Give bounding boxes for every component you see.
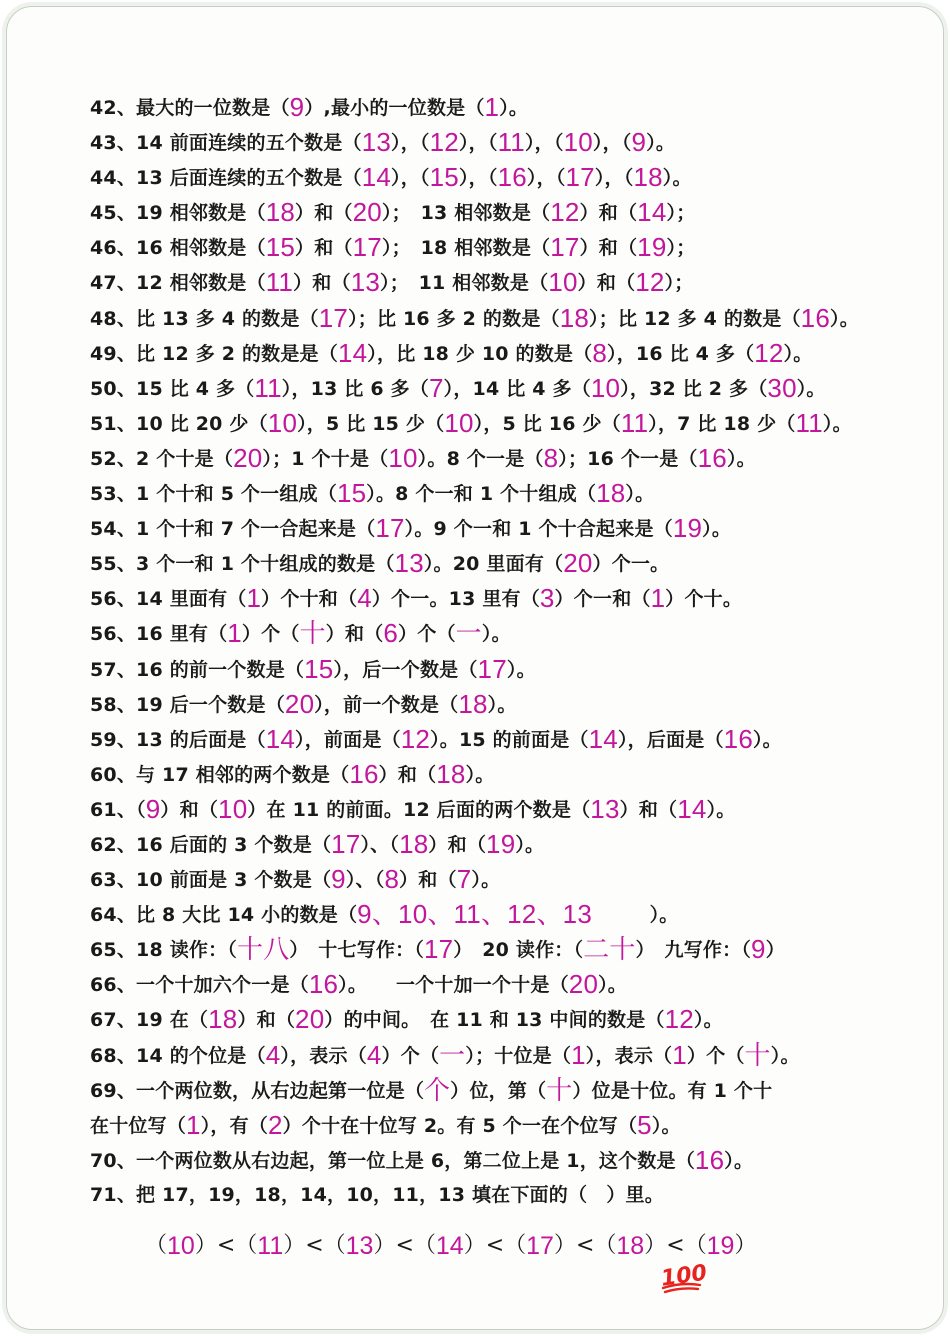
question-text: ）；16 个一是（ — [558, 447, 698, 470]
question-text: ）。 — [499, 97, 529, 119]
question-text: ）。 — [702, 518, 732, 541]
question-text: ）和（ — [579, 237, 638, 260]
answer: 12 — [429, 127, 459, 158]
question-text: ），14 比 4 多（ — [443, 377, 591, 400]
answer: 1 — [246, 583, 262, 614]
answer: 14 — [588, 723, 618, 754]
question-text: ）。 — [625, 483, 655, 506]
question-47 — [90, 265, 890, 300]
answer: 10 — [167, 1232, 195, 1260]
answer: 17 — [375, 513, 405, 544]
answer: 16 — [349, 758, 379, 789]
answer: 8 — [384, 864, 400, 895]
question-text: ），表示（ — [280, 1044, 367, 1067]
answer: 14 — [637, 197, 667, 228]
question-text: ）、（ — [345, 869, 385, 892]
answer: 9 — [331, 864, 346, 895]
answer: 13 — [350, 267, 381, 298]
answer: 17 — [565, 162, 595, 193]
question-text: ）。 — [515, 833, 545, 856]
question-text: ）。 — [662, 167, 692, 190]
question-text: ）。 — [646, 132, 676, 155]
answer: 12 — [550, 197, 580, 228]
question-text: （ — [145, 1233, 168, 1258]
answer: 19 — [637, 232, 667, 263]
question-text: 59、13 的后面是（ — [90, 728, 266, 751]
answer: 十 — [744, 1039, 771, 1070]
question-text: ）； — [666, 202, 696, 225]
answer: 10 — [563, 127, 593, 158]
question-text: ）。 — [465, 763, 495, 786]
question-text: ）<（ — [194, 1233, 258, 1258]
question-text: ）个一。13 里有（ — [371, 588, 540, 611]
answer: 17 — [477, 653, 507, 684]
question-text: ）。8 个一是（ — [417, 447, 544, 470]
answer: 16 — [694, 1144, 725, 1175]
question-42 — [90, 90, 890, 125]
answer: 1 — [227, 618, 242, 649]
answer: 1 — [650, 583, 666, 614]
question-text: ）； — [666, 237, 696, 260]
answer: 16 — [723, 723, 753, 754]
question-text: 48、比 13 多 4 的数是（ — [90, 307, 319, 330]
question-text: 56、16 里有（ — [90, 623, 228, 646]
answer: 12 — [754, 337, 784, 368]
question-54 — [90, 511, 890, 546]
question-text: ）； 18 相邻数是（ — [381, 237, 551, 260]
question-text: ），32 比 2 多（ — [620, 377, 768, 400]
question-text: ）。 — [752, 728, 782, 751]
answer: 20 — [563, 548, 593, 579]
answer: 18 — [633, 162, 663, 193]
question-68 — [90, 1038, 890, 1073]
question-text: 60、与 17 相邻的两个数是（ — [90, 763, 350, 786]
question-text: ）。 — [651, 1114, 681, 1137]
answer: 1 — [484, 92, 500, 122]
question-text: ）。 — [706, 798, 736, 821]
question-text: ），表示（ — [585, 1044, 673, 1067]
question-51 — [90, 406, 890, 441]
question-text: ）；1 个十是（ — [262, 447, 389, 470]
question-64 — [90, 897, 890, 932]
question-67 — [90, 1002, 890, 1037]
hundred-points-icon — [659, 1258, 709, 1294]
question-text: ）。9 个一和 1 个十合起来是（ — [404, 518, 673, 541]
question-text: ）和（ — [237, 1009, 296, 1032]
answer: 13 — [345, 1232, 374, 1260]
answer: 5 — [637, 1109, 652, 1140]
answer: 7 — [428, 372, 444, 403]
question-text: ）。 — [481, 623, 511, 646]
question-text: ）。 — [724, 1149, 754, 1172]
question-text: ）和（ — [399, 869, 457, 892]
question-text: ），5 比 15 少（ — [297, 412, 445, 435]
question-text: ）。 — [822, 412, 852, 435]
question-52 — [90, 441, 890, 476]
question-text: 52、2 个十是（ — [90, 447, 234, 470]
question-69a — [90, 1073, 890, 1108]
answer: 30 — [767, 372, 797, 403]
question-text: ）<（ — [463, 1233, 527, 1258]
answer: 15 — [265, 232, 296, 263]
question-text: ）在 11 的前面。12 后面的两个数是（ — [247, 798, 591, 821]
question-text: ）和（ — [619, 798, 678, 821]
question-text: ）个（ — [686, 1044, 745, 1067]
answer: 1 — [571, 1039, 586, 1070]
question-text: 70、一个两位数从右边起，第一位上是 6，第二位上是 1，这个数是（ — [90, 1149, 695, 1172]
answer: 14 — [435, 1232, 464, 1260]
question-text: ），（ — [391, 167, 430, 190]
question-60 — [90, 757, 890, 792]
question-text: ）和（ — [577, 272, 636, 295]
answer: 9 — [145, 793, 161, 824]
question-text: ） 20 读作：（ — [453, 939, 584, 962]
question-text: 在十位写（ — [90, 1114, 187, 1137]
answer: 10 — [218, 793, 248, 824]
answer: 十 — [546, 1074, 573, 1105]
answer: 20 — [233, 442, 263, 473]
question-50 — [90, 371, 890, 406]
answer: 11 — [254, 372, 282, 403]
answer: 19 — [486, 828, 516, 859]
question-69b — [90, 1108, 890, 1143]
question-text: ）和（ — [428, 833, 487, 856]
answer: 20 — [295, 1004, 325, 1035]
question-text: 54、1 个十和 7 个一合起来是（ — [90, 518, 376, 541]
answer: 10 — [444, 407, 474, 438]
question-text: ）。8 个一和 1 个十组成（ — [366, 483, 597, 506]
question-text: ）。 — [770, 1044, 800, 1067]
question-text: 51、10 比 20 少（ — [90, 412, 268, 435]
question-text: 47、12 相邻数是（ — [90, 272, 266, 295]
question-text: ）和（ — [579, 202, 638, 225]
question-text: ），（ — [391, 132, 430, 155]
answer: 10 — [548, 267, 578, 298]
question-text: ） — [765, 939, 785, 962]
question-text: ），（ — [592, 132, 632, 155]
answer: 十八 — [237, 934, 290, 965]
question-text: 71、把 17，19，18，14，10，11，13 填在下面的（ ）里。 — [90, 1183, 664, 1206]
question-text: 57、16 的前一个数是（ — [90, 658, 305, 681]
question-text: ）。 — [830, 307, 859, 330]
answer: 7 — [456, 864, 472, 895]
question-55 — [90, 546, 890, 581]
question-text: 55、3 个一和 1 个十组成的数是（ — [90, 553, 395, 576]
question-text: 66、一个十加六个一是（ — [90, 974, 309, 997]
question-text: ）； 11 相邻数是（ — [380, 272, 549, 295]
question-58 — [90, 687, 890, 722]
question-text: ）,最小的一位数是（ — [304, 97, 485, 119]
question-70 — [90, 1143, 890, 1178]
question-text: ），后面是（ — [617, 728, 724, 751]
question-text: 53、1 个十和 5 个一组成（ — [90, 483, 337, 506]
question-text: 69、一个两位数，从右边起第一位是（ — [90, 1079, 425, 1102]
answer: 18 — [265, 197, 296, 228]
question-text: 65、18 读作：（ — [90, 939, 237, 962]
question-text: ） — [734, 1233, 757, 1258]
question-text: 56、14 里面有（ — [90, 588, 247, 611]
question-text: 61、（ — [90, 798, 146, 821]
question-text: ）。 — [783, 342, 813, 365]
answer: 个 — [424, 1074, 451, 1105]
answer: 14 — [265, 723, 296, 754]
question-text: 58、19 后一个数是（ — [90, 693, 285, 716]
answer: 16 — [697, 442, 727, 473]
answer: 18 — [436, 758, 466, 789]
answer: 12 — [664, 1004, 694, 1035]
question-text: ）； — [664, 272, 694, 295]
question-text: ），16 比 4 多（ — [607, 342, 755, 365]
question-text: ）和（ — [325, 623, 384, 646]
question-text: ）。15 的前面是（ — [430, 728, 589, 751]
question-text: ）。20 里面有（ — [423, 553, 564, 576]
answer: 9、10、11、12、13 — [357, 899, 592, 930]
answer: 20 — [568, 969, 599, 1000]
answer: 8 — [592, 337, 608, 368]
answer: 17 — [424, 934, 454, 965]
question-48 — [90, 301, 890, 336]
question-62 — [90, 827, 890, 862]
answer: 4 — [366, 1039, 382, 1070]
answer: 2 — [268, 1109, 283, 1140]
question-44 — [90, 160, 890, 195]
answer: 17 — [331, 828, 361, 859]
answer: 6 — [383, 618, 399, 649]
question-text: ）和（ — [295, 237, 353, 260]
question-text: ）和（ — [293, 272, 351, 295]
question-66 — [90, 967, 890, 1002]
answer: 18 — [596, 478, 626, 509]
answer: 4 — [357, 583, 372, 614]
answer: 4 — [265, 1039, 281, 1070]
answer: 15 — [336, 478, 367, 509]
question-text: ），前一个数是（ — [314, 693, 459, 716]
answer: 13 — [361, 127, 392, 158]
question-text: 44、13 后面连续的五个数是（ — [90, 167, 362, 190]
answer: 15 — [304, 653, 334, 684]
question-text: ），后一个数是（ — [333, 658, 478, 681]
question-text: ）和（ — [378, 763, 437, 786]
question-text: ）；十位是（ — [465, 1044, 572, 1067]
answer: 17 — [526, 1232, 554, 1260]
answer: 9 — [631, 127, 647, 158]
question-text: ）个（ — [241, 623, 300, 646]
answer: 14 — [337, 337, 368, 368]
question-text: ），7 比 18 少（ — [648, 412, 796, 435]
answer: 19 — [706, 1232, 735, 1260]
answer: 11 — [620, 407, 649, 438]
answer: 一 — [439, 1039, 466, 1070]
question-text: 64、比 8 大比 14 小的数是（ — [90, 904, 358, 927]
question-text: ）<（ — [553, 1233, 617, 1258]
answer: 10 — [590, 372, 621, 403]
answer: 10 — [267, 407, 298, 438]
question-63 — [90, 862, 890, 897]
answer: 十 — [299, 618, 326, 649]
answer: 16 — [497, 162, 527, 193]
question-text: ）个十在十位写 2。有 5 个一在个位写（ — [282, 1114, 638, 1137]
question-61 — [90, 792, 890, 827]
answer: 19 — [672, 513, 703, 544]
answer: 11 — [265, 267, 294, 298]
question-text: ）。 — [506, 658, 536, 681]
question-text: ），前面是（ — [295, 728, 401, 751]
question-45 — [90, 195, 890, 230]
question-text: 50、15 比 4 多（ — [90, 377, 255, 400]
question-text: ），（ — [526, 167, 566, 190]
answer: 1 — [186, 1109, 201, 1140]
question-text: ）和（ — [160, 798, 219, 821]
answer: 20 — [284, 688, 315, 719]
question-text: ）； 13 相邻数是（ — [381, 202, 551, 225]
question-text: ），（ — [524, 132, 564, 155]
question-46 — [90, 230, 890, 265]
badge-text: 100 — [659, 1260, 709, 1292]
question-text: ）<（ — [373, 1233, 436, 1258]
answer: 10 — [388, 442, 418, 473]
question-text: ）<（ — [644, 1233, 707, 1258]
question-text: 62、16 后面的 3 个数是（ — [90, 833, 332, 856]
question-65 — [90, 932, 890, 967]
answer: 9 — [289, 92, 305, 122]
answer: 18 — [399, 828, 429, 859]
answer: 14 — [361, 162, 392, 193]
question-text: ） 十七写作：（ — [289, 939, 425, 962]
question-71 — [90, 1178, 890, 1213]
question-text: ）、（ — [360, 833, 400, 856]
question-text: ）<（ — [283, 1233, 346, 1258]
answer: 14 — [677, 793, 707, 824]
question-text: ），（ — [458, 132, 498, 155]
answer: 16 — [800, 302, 830, 333]
answer: 11 — [497, 127, 525, 158]
answer: 15 — [429, 162, 459, 193]
question-text: ）。 — [591, 904, 679, 927]
answer: 17 — [550, 232, 580, 263]
question-text: ）位是十位。有 1 个十 — [572, 1079, 773, 1102]
question-text: ）个（ — [398, 623, 456, 646]
question-text: ）。 — [598, 974, 628, 997]
answer: 12 — [400, 723, 431, 754]
question-text: ）的中间。 在 11 和 13 中间的数是（ — [324, 1009, 665, 1032]
question-43 — [90, 125, 890, 160]
question-text: ）。 — [471, 869, 501, 892]
question-text: ） 九写作：（ — [635, 939, 752, 962]
answer: 一 — [455, 618, 482, 649]
question-text: ）个一和（ — [554, 588, 651, 611]
question-text: ）个一。 — [592, 553, 670, 576]
question-text: ）个（ — [381, 1044, 440, 1067]
question-text: ）。 — [693, 1009, 723, 1032]
answer: 18 — [559, 302, 590, 333]
question-text: ），5 比 16 少（ — [473, 412, 621, 435]
worksheet — [90, 90, 890, 1213]
question-56b — [90, 616, 890, 651]
question-text: ）个十和（ — [261, 588, 358, 611]
question-text: ）个十。 — [665, 588, 743, 611]
question-text: 67、19 在（ — [90, 1009, 209, 1032]
answer: 二十 — [583, 934, 636, 965]
answer: 13 — [590, 793, 620, 824]
answer: 12 — [635, 267, 665, 298]
question-57 — [90, 652, 890, 687]
question-text: ）位，第（ — [450, 1079, 547, 1102]
answer: 18 — [616, 1232, 645, 1260]
question-text: 68、14 的个位是（ — [90, 1044, 266, 1067]
question-text: ）；比 16 多 2 的数是（ — [348, 307, 560, 330]
question-text: ），（ — [594, 167, 634, 190]
question-text: 43、14 前面连续的五个数是（ — [90, 132, 362, 155]
answer: 16 — [308, 969, 339, 1000]
question-59 — [90, 722, 890, 757]
answer: 11 — [257, 1232, 284, 1260]
answer: 9 — [751, 934, 766, 965]
question-text: 42、最大的一位数是（ — [90, 97, 290, 119]
answer: 17 — [318, 302, 349, 333]
answer: 20 — [352, 197, 382, 228]
question-text: ）；比 12 多 4 的数是（ — [589, 307, 801, 330]
answer: 11 — [795, 407, 823, 438]
question-text: ），（ — [458, 167, 498, 190]
answer: 8 — [543, 442, 559, 473]
question-text: ），比 18 少 10 的数是（ — [367, 342, 593, 365]
question-text: ）。 一个十加一个十是（ — [338, 974, 569, 997]
question-text: ）。 — [726, 447, 756, 470]
answer: 3 — [539, 583, 555, 614]
question-text: 45、19 相邻数是（ — [90, 202, 266, 225]
answer: 18 — [458, 688, 488, 719]
question-text: ）。 — [796, 377, 826, 400]
question-56a — [90, 581, 890, 616]
question-text: 49、比 12 多 2 的数是是（ — [90, 342, 338, 365]
question-49 — [90, 336, 890, 371]
answer: 1 — [672, 1039, 687, 1070]
question-53 — [90, 476, 890, 511]
question-text: ）和（ — [295, 202, 353, 225]
answer: 18 — [208, 1004, 238, 1035]
question-text: ），13 比 6 多（ — [281, 377, 429, 400]
question-text: ），有（ — [200, 1114, 268, 1137]
answer: 17 — [352, 232, 382, 263]
question-text: 46、16 相邻数是（ — [90, 237, 266, 260]
question-text: 63、10 前面是 3 个数是（ — [90, 869, 332, 892]
answer: 13 — [394, 548, 424, 579]
question-text: ）。 — [487, 693, 517, 716]
